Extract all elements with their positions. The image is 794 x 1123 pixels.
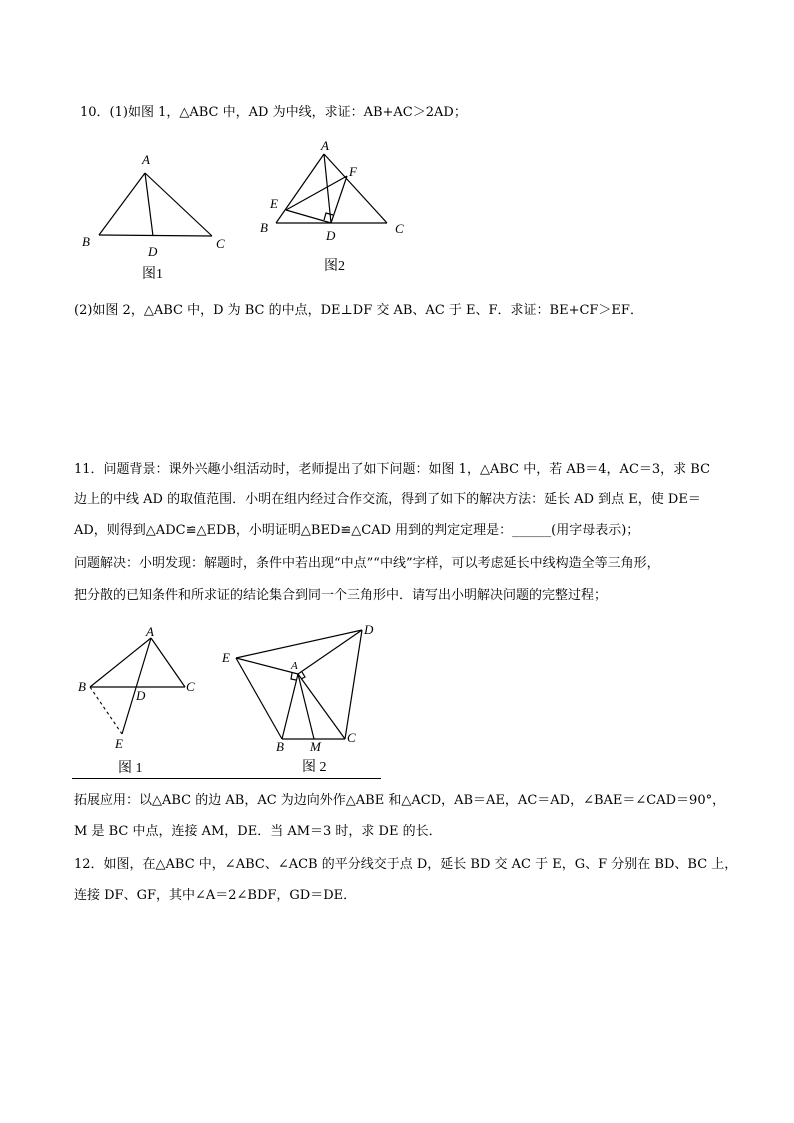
q11-figure-1 (72, 622, 212, 778)
figure-caption: 图2 (324, 259, 345, 274)
q12-line1: 12．如图，在△ABC 中，∠ABC、∠ACB 的平分线交于点 D，延长 BD 交 AC 于 E，G、F 分别在 BD、BC 上， (74, 857, 738, 872)
label-D: D (326, 228, 336, 243)
q11-line6: 拓展应用：以△ABC 的边 AB，AC 为边向外作△ABE 和△ACD，AB＝AE，AC＝AD，∠BAE＝∠CAD＝90°， (74, 793, 726, 808)
label-E: E (222, 650, 230, 665)
label-E: E (115, 736, 123, 751)
label-E: E (270, 196, 278, 211)
q12-line2: 连接 DF、GF，其中∠A＝2∠BDF，GD＝DE． (74, 888, 357, 903)
q11-line2: 边上的中线 AD 的取值范围．小明在组内经过合作交流，得到了如下的解决方法：延长 AD 到点 E，使 DE＝ (74, 492, 701, 507)
q10-part2-text: (2)如图 2，△ABC 中，D 为 BC 的中点，DE⊥DF 交 AB、AC 于 E、F．求证：BE+CF＞EF． (74, 303, 643, 318)
q10-figure-1 (76, 148, 236, 284)
label-A: A (142, 152, 150, 167)
label-B: B (260, 220, 268, 235)
label-A: A (146, 624, 154, 639)
label-D: D (364, 622, 374, 637)
q11-line7: M 是 BC 中点，连接 AM，DE．当 AM＝3 时，求 DE 的长． (74, 824, 442, 839)
label-B: B (276, 739, 284, 754)
label-C: C (347, 730, 356, 745)
q11-line3: AD，则得到△ADC≌△EDB，小明证明△BED≌△CAD 用到的判定定理是：______(用字母表示)； (74, 523, 640, 538)
label-C: C (395, 221, 404, 236)
q11-figure-2 (216, 620, 382, 778)
label-D: D (148, 244, 158, 259)
label-A: A (321, 138, 329, 153)
figure-caption: 图 2 (302, 760, 327, 775)
figure-caption: 图1 (142, 267, 163, 282)
label-F: F (349, 164, 357, 179)
label-B: B (78, 679, 86, 694)
label-A: A (291, 660, 298, 672)
q10-part1-text: 10．(1)如图 1，△ABC 中，AD 为中线，求证：AB+AC＞2AD； (80, 105, 467, 120)
q11-line4: 问题解决：小明发现：解题时，条件中若出现“中点”“中线”字样，可以考虑延长中线构造全等三角形， (74, 556, 660, 571)
figure-divider (72, 778, 381, 779)
q11-line1: 11．问题背景：课外兴趣小组活动时，老师提出了如下问题：如图 1，△ABC 中，若 AB＝4，AC＝3，求 BC (74, 462, 711, 477)
label-D: D (136, 688, 146, 703)
q10-figure-2 (254, 136, 414, 276)
label-M: M (310, 739, 321, 754)
figure-caption: 图 1 (118, 761, 143, 776)
q11-line5: 把分散的已知条件和所求证的结论集合到同一个三角形中．请写出小明解决问题的完整过程； (74, 588, 608, 603)
label-C: C (186, 679, 195, 694)
label-B: B (82, 234, 90, 249)
label-C: C (216, 236, 225, 251)
